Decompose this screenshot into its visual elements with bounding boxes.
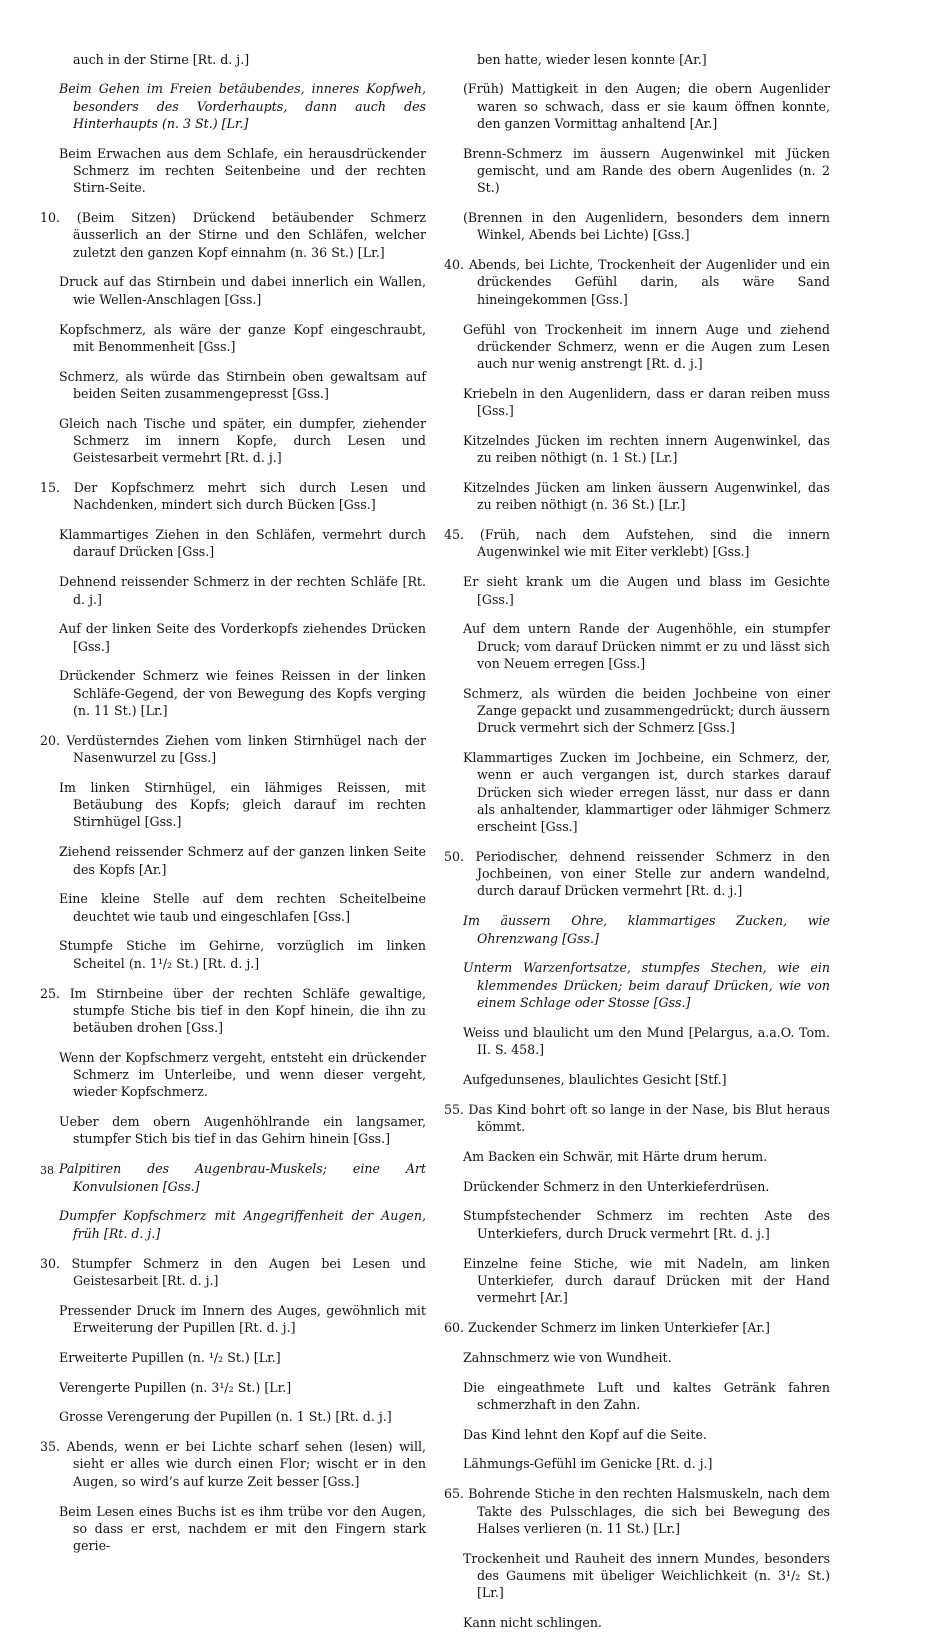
symptom-entry: Ueber dem obern Augenhöhlrande ein langsamer, stumpfer Stich bis tief in das Gehirn hinein [Gss.] xyxy=(59,1114,426,1147)
symptom-entry: Weiss und blaulicht um den Mund [Pelargus, a.a.O. Tom. II. S. 458.] xyxy=(463,1024,830,1057)
numbered-entry: 10. (Beim Sitzen) Drückend betäubender Schmerz äusserlich an der Stirne und den Schläfen, welcher zuletzt den ganzen Kopf einnahm (n. 36 St.) [Lr.] xyxy=(40,210,426,260)
symptom-entry: Auf dem untern Rande der Augenhöhle, ein stumpfer Druck; vom darauf Drücken nimmt er zu und lässt sich von Neuem erregen [Gss.] xyxy=(463,621,830,671)
numbered-entry: 55. Das Kind bohrt oft so lange in der Nase, bis Blut heraus kömmt. xyxy=(444,1101,830,1134)
symptom-entry: Trockenheit und Rauheit des innern Mundes, besonders des Gaumens mit übeliger Weichlichkeit (n. 3¹/₂ St.) [Lr.] xyxy=(463,1550,830,1601)
symptom-entry: Kitzelndes Jücken im rechten innern Augenwinkel, das zu reiben nöthigt (n. 1 St.) [Lr.] xyxy=(463,433,830,466)
symptom-entry: Aufgedunsenes, blaulichtes Gesicht [Stf.] xyxy=(463,1071,727,1087)
symptom-entry: Grosse Verengerung der Pupillen (n. 1 St.) [Rt. d. j.] xyxy=(59,1409,392,1425)
numbered-entry: 60. Zuckender Schmerz im linken Unterkiefer [Ar.] xyxy=(444,1319,770,1335)
symptom-entry: Stumpfe Stiche im Gehirne, vorzüglich im linken Scheitel (n. 1¹/₂ St.) [Rt. d. j.] xyxy=(59,938,426,971)
symptom-entry: (Brennen in den Augenlidern, besonders dem innern Winkel, Abends bei Lichte) [Gss.] xyxy=(463,210,830,243)
left-column xyxy=(40,38,426,1567)
symptom-entry: Am Backen ein Schwär, mit Härte drum herum. xyxy=(463,1148,768,1164)
symptom-entry: Eine kleine Stelle auf dem rechten Scheitelbeine deuchtet wie taub und eingeschlafen [Gss.] xyxy=(59,891,426,924)
symptom-entry: Lähmungs-Gefühl im Genicke [Rt. d. j.] xyxy=(463,1456,713,1472)
symptom-entry: Einzelne feine Stiche, wie mit Nadeln, am linken Unterkiefer, durch darauf Drücken mit der Hand vermehrt [Ar.] xyxy=(463,1255,830,1305)
symptom-entry: Beim Gehen im Freien betäubendes, inneres Kopfweh, besonders des Vorderhaupts, dann auch des Hinterhaupts (n. 3 St.) [Lr.] xyxy=(59,81,426,131)
numbered-entry: 15. Der Kopfschmerz mehrt sich durch Lesen und Nachdenken, mindert sich durch Bücken [Gss.] xyxy=(40,480,426,513)
numbered-entry: 30. Stumpfer Schmerz in den Augen bei Lesen und Geistesarbeit [Rt. d. j.] xyxy=(40,1255,426,1288)
symptom-entry: Stumpfstechender Schmerz im rechten Aste des Unterkiefers, durch Druck vermehrt [Rt. d. j.] xyxy=(463,1208,830,1241)
symptom-entry: Druck auf das Stirnbein und dabei innerlich ein Wallen, wie Wellen-Anschlagen [Gss.] xyxy=(59,274,426,307)
symptom-entry: Zahnschmerz wie von Wundheit. xyxy=(463,1349,672,1365)
symptom-entry: Drückender Schmerz in den Unterkieferdrüsen. xyxy=(463,1178,770,1194)
symptom-entry: Kriebeln in den Augenlidern, dass er daran reiben muss [Gss.] xyxy=(463,385,830,419)
symptom-entry: Das Kind lehnt den Kopf auf die Seite. xyxy=(463,1426,707,1442)
symptom-entry: Er sieht krank um die Augen und blass im Gesichte [Gss.] xyxy=(463,574,830,607)
symptom-entry: Im äussern Ohre, klammartiges Zucken, wie Ohrenzwang [Gss.] xyxy=(463,913,830,946)
symptom-entry: Palpitiren des Augenbrau-Muskels; eine Art Konvulsionen [Gss.] xyxy=(59,1161,426,1194)
symptom-entry: Pressender Druck im Innern des Auges, gewöhnlich mit Erweiterung der Pupillen [Rt. d. j.] xyxy=(59,1302,426,1335)
symptom-entry: Wenn der Kopfschmerz vergeht, entsteht ein drückender Schmerz im Unterleibe, und wenn dieser vergeht, wieder Kopfschmerz. xyxy=(59,1049,426,1100)
symptom-entry: (Früh) Mattigkeit in den Augen; die obern Augenlider waren so schwach, dass er sie kaum öffnen konnte, den ganzen Vormittag anhaltend [Ar.] xyxy=(463,81,830,131)
symptom-entry: Gefühl von Trockenheit im innern Auge und ziehend drückender Schmerz, wenn er die Augen zum Lesen auch nur wenig anstrengt [Rt. d. j.] xyxy=(463,321,830,372)
symptom-entry: Klammartiges Ziehen in den Schläfen, vermehrt durch darauf Drücken [Gss.] xyxy=(59,527,426,560)
symptom-entry: Brenn-Schmerz im äussern Augenwinkel mit Jücken gemischt, und am Rande des obern Augenlides (n. 2 St.) xyxy=(463,145,830,196)
symptom-entry: Kitzelndes Jücken am linken äussern Augenwinkel, das zu reiben nöthigt (n. 36 St.) [Lr.] xyxy=(463,480,830,513)
symptom-entry: Erweiterte Pupillen (n. ¹/₂ St.) [Lr.] xyxy=(59,1349,281,1365)
numbered-entry: 35. Abends, wenn er bei Lichte scharf sehen (lesen) will, sieht er alles wie durch einen Flor; wischt er in den Augen, so wird’s auf kurze Zeit besser [Gss.] xyxy=(40,1439,426,1489)
symptom-entry: ben hatte, wieder lesen konnte [Ar.] xyxy=(477,51,707,67)
symptom-entry: Die eingeathmete Luft und kaltes Getränk fahren schmerzhaft in den Zahn. xyxy=(463,1379,830,1412)
numbered-entry: 65. Bohrende Stiche in den rechten Halsmuskeln, nach dem Takte des Pulsschlages, die sich bei Bewegung des Halses verlieren (n. 11 St.) [Lr.] xyxy=(444,1486,830,1536)
symptom-entry: Im linken Stirnhügel, ein lähmiges Reissen, mit Betäubung des Kopfs; gleich darauf im rechten Stirnhügel [Gss.] xyxy=(59,779,426,830)
symptom-entry: Verengerte Pupillen (n. 3¹/₂ St.) [Lr.] xyxy=(59,1379,292,1395)
numbered-entry: 25. Im Stirnbeine über der rechten Schläfe gewaltige, stumpfe Stiche bis tief in den Kopf hinein, die ihn zu betäuben drohen [Gss.] xyxy=(40,985,426,1036)
numbered-entry: 20. Verdüsterndes Ziehen vom linken Stirnhügel nach der Nasenwurzel zu [Gss.] xyxy=(40,732,426,766)
numbered-entry: 50. Periodischer, dehnend reissender Schmerz in den Jochbeinen, von einer Stelle zur andern wandelnd, durch darauf Drücken vermehrt [Rt. d. j.] xyxy=(444,848,830,899)
symptom-entry: Beim Erwachen aus dem Schlafe, ein herausdrückender Schmerz im rechten Seitenbeine und der rechten Stirn-Seite. xyxy=(59,145,426,196)
symptom-entry: Unterm Warzenfortsatze, stumpfes Stechen, wie ein klemmendes Drücken; beim darauf Drücken, wie von einem Schlage oder Stosse [Gss.] xyxy=(463,960,830,1010)
symptom-entry: Dumpfer Kopfschmerz mit Angegriffenheit der Augen, früh [Rt. d. j.] xyxy=(59,1208,426,1241)
symptom-entry: Ziehend reissender Schmerz auf der ganzen linken Seite des Kopfs [Ar.] xyxy=(59,844,426,877)
right-column xyxy=(444,38,830,1644)
symptom-entry: Schmerz, als würden die beiden Jochbeine von einer Zange gepackt und zusammengedrückt; durch äussern Druck vermehrt sich der Schmerz [Gss.] xyxy=(463,685,830,736)
page-number: 38 xyxy=(40,1164,54,1177)
symptom-entry: Drückender Schmerz wie feines Reissen in der linken Schläfe-Gegend, der von Bewegung des Kopfs verging (n. 11 St.) [Lr.] xyxy=(59,668,426,718)
symptom-entry: Kann nicht schlingen. xyxy=(463,1615,602,1630)
symptom-entry: Gleich nach Tische und später, ein dumpfer, ziehender Schmerz im innern Kopfe, durch Lesen und Geistesarbeit vermehrt [Rt. d. j.] xyxy=(59,415,426,466)
symptom-entry: Auf der linken Seite des Vorderkopfs ziehendes Drücken [Gss.] xyxy=(59,621,426,654)
symptom-entry: Kopfschmerz, als wäre der ganze Kopf eingeschraubt, mit Benommenheit [Gss.] xyxy=(59,321,426,354)
symptom-entry: auch in der Stirne [Rt. d. j.] xyxy=(73,51,250,67)
numbered-entry: 40. Abends, bei Lichte, Trockenheit der Augenlider und ein drückendes Gefühl darin, als wäre Sand hineingekommen [Gss.] xyxy=(444,257,830,307)
numbered-entry: 45. (Früh, nach dem Aufstehen, sind die innern Augenwinkel wie mit Eiter verklebt) [Gss.] xyxy=(444,527,830,560)
symptom-entry: Beim Lesen eines Buchs ist es ihm trübe vor den Augen, so dass er erst, nachdem er mit den Fingern stark gerie- xyxy=(59,1503,426,1554)
symptom-entry: Schmerz, als würde das Stirnbein oben gewaltsam auf beiden Seiten zusammengepresst [Gss.] xyxy=(59,368,426,401)
symptom-entry: Dehnend reissender Schmerz in der rechten Schläfe [Rt. d. j.] xyxy=(59,574,426,607)
symptom-entry: Klammartiges Zucken im Jochbeine, ein Schmerz, der, wenn er auch vergangen ist, durch starkes darauf Drücken sich wieder erregen lässt, nur dass er dann als anhaltender, klammartiger oder lähmiger Schmerz erscheint [Gss.] xyxy=(463,750,830,835)
